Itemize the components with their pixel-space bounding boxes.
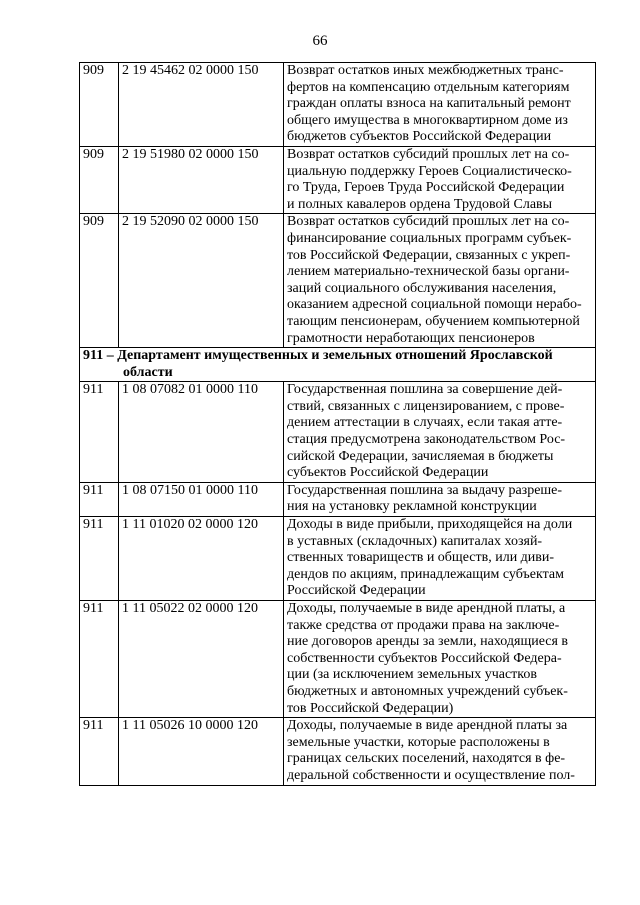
description-line: Доходы в виде прибыли, приходящейся на доли (287, 517, 573, 533)
description-cell (284, 63, 596, 147)
table-row (80, 382, 596, 483)
description-line: ственных товариществ и обществ, или диви- (287, 550, 555, 566)
page-number: 66 (312, 33, 328, 49)
description-cell (284, 214, 596, 348)
section-title (80, 348, 596, 382)
description-line: субъектов Российской Федерации (287, 465, 489, 481)
description-line: Возврат остатков субсидий прошлых лет на со- (287, 146, 570, 162)
budget-code-cell: 1 11 01020 02 0000 120 (119, 517, 284, 601)
description-line: оказанием адресной социальной помощи нерабо- (287, 297, 582, 313)
admin-code-cell: 909 (80, 63, 119, 147)
table-row (80, 718, 596, 785)
description-line: стация предусмотрена законодательством Рос- (287, 432, 566, 448)
description-line: тов Российской Федерации, связанных с укреп- (287, 247, 571, 263)
description-cell (284, 482, 596, 516)
table-row (80, 517, 596, 601)
description-line: дендов по акциям, принадлежащим субъектам (287, 566, 564, 582)
budget-code-cell: 1 08 07150 01 0000 110 (119, 482, 284, 516)
table-body (80, 63, 596, 786)
admin-code-cell: 911 (80, 482, 119, 516)
description-line: Доходы, получаемые в виде арендной платы, а (287, 601, 566, 616)
description-line: бюджетов субъектов Российской Федерации (287, 129, 552, 145)
description-cell (284, 517, 596, 601)
admin-code-cell: 909 (80, 214, 119, 348)
description-line: и полных кавалеров ордена Трудовой Славы (287, 196, 553, 212)
description-line: циальную поддержку Героев Социалистическо- (287, 163, 572, 179)
description-line: Российской Федерации (287, 583, 426, 599)
description-line: граждан оплаты взноса на капитальный ремонт (287, 96, 571, 112)
budget-code-cell: 1 11 05022 02 0000 120 (119, 601, 284, 718)
budget-classification-table (79, 62, 596, 786)
table-row (80, 146, 596, 213)
description-line: финансирование социальных программ субъек- (287, 230, 572, 246)
admin-code-cell: 909 (80, 146, 119, 213)
budget-code-cell: 1 11 05026 10 0000 120 (119, 718, 284, 785)
description-cell (284, 382, 596, 483)
description-line: собственности субъектов Российской Федера- (287, 650, 562, 666)
description-line: дением аттестации в случаях, если такая атте- (287, 415, 563, 431)
description-line: деральной собственности и осуществление пол- (287, 767, 575, 783)
description-line: ции (за исключением земельных участков (287, 667, 537, 683)
description-line: также средства от продажи права на заключе- (287, 617, 560, 633)
description-line: го Труда, Героев Труда Российской Федерации (287, 180, 565, 196)
description-line: тов Российской Федерации) (287, 700, 454, 716)
budget-code-cell: 2 19 52090 02 0000 150 (119, 214, 284, 348)
table-row (80, 601, 596, 718)
description-line: бюджетных и автономных учреждений субъек- (287, 683, 568, 699)
description-line: ние договоров аренды за земли, находящиеся в (287, 634, 569, 650)
description-cell (284, 718, 596, 785)
table-row (80, 214, 596, 348)
description-line: заций социального обслуживания населения, (287, 280, 557, 296)
description-line: общего имущества в многоквартирном доме из (287, 112, 568, 128)
description-line: тающим пенсионерам, обучением компьютерной (287, 313, 580, 329)
admin-code-cell: 911 (80, 718, 119, 785)
description-line: сийской Федерации, зачисляемая в бюджеты (287, 448, 554, 464)
description-line: в уставных (складочных) капиталах хозяй- (287, 533, 543, 549)
description-line: земельные участки, которые расположены в (287, 734, 550, 750)
admin-code-cell: 911 (80, 601, 119, 718)
admin-code-cell: 911 (80, 517, 119, 601)
admin-code-cell: 911 (80, 382, 119, 483)
description-line: фертов на компенсацию отдельным категориям (287, 79, 570, 95)
description-line: границах сельских поселений, находятся в фе- (287, 751, 566, 767)
description-line: Доходы, получаемые в виде арендной платы за (287, 718, 568, 734)
description-line: Возврат остатков иных межбюджетных транс- (287, 63, 564, 78)
budget-code-cell: 1 08 07082 01 0000 110 (119, 382, 284, 483)
description-cell (284, 146, 596, 213)
table-row (80, 63, 596, 147)
description-line: ствий, связанных с лицензированием, с прове- (287, 398, 565, 414)
description-line: ния на установку рекламной конструкции (287, 499, 537, 515)
description-line: лением материально-технической базы органи- (287, 264, 570, 280)
description-line: Государственная пошлина за совершение дей- (287, 382, 563, 398)
budget-code-cell: 2 19 45462 02 0000 150 (119, 63, 284, 147)
section-title-text: 911 – Департамент имущественных и земельных отношений Ярославской области (83, 348, 553, 380)
section-header-row (80, 348, 596, 382)
table-row (80, 482, 596, 516)
description-line: Государственная пошлина за выдачу разреше- (287, 482, 563, 498)
budget-code-cell: 2 19 51980 02 0000 150 (119, 146, 284, 213)
description-line: грамотности неработающих пенсионеров (287, 330, 535, 346)
description-cell (284, 601, 596, 718)
description-line: Возврат остатков субсидий прошлых лет на со- (287, 214, 570, 230)
